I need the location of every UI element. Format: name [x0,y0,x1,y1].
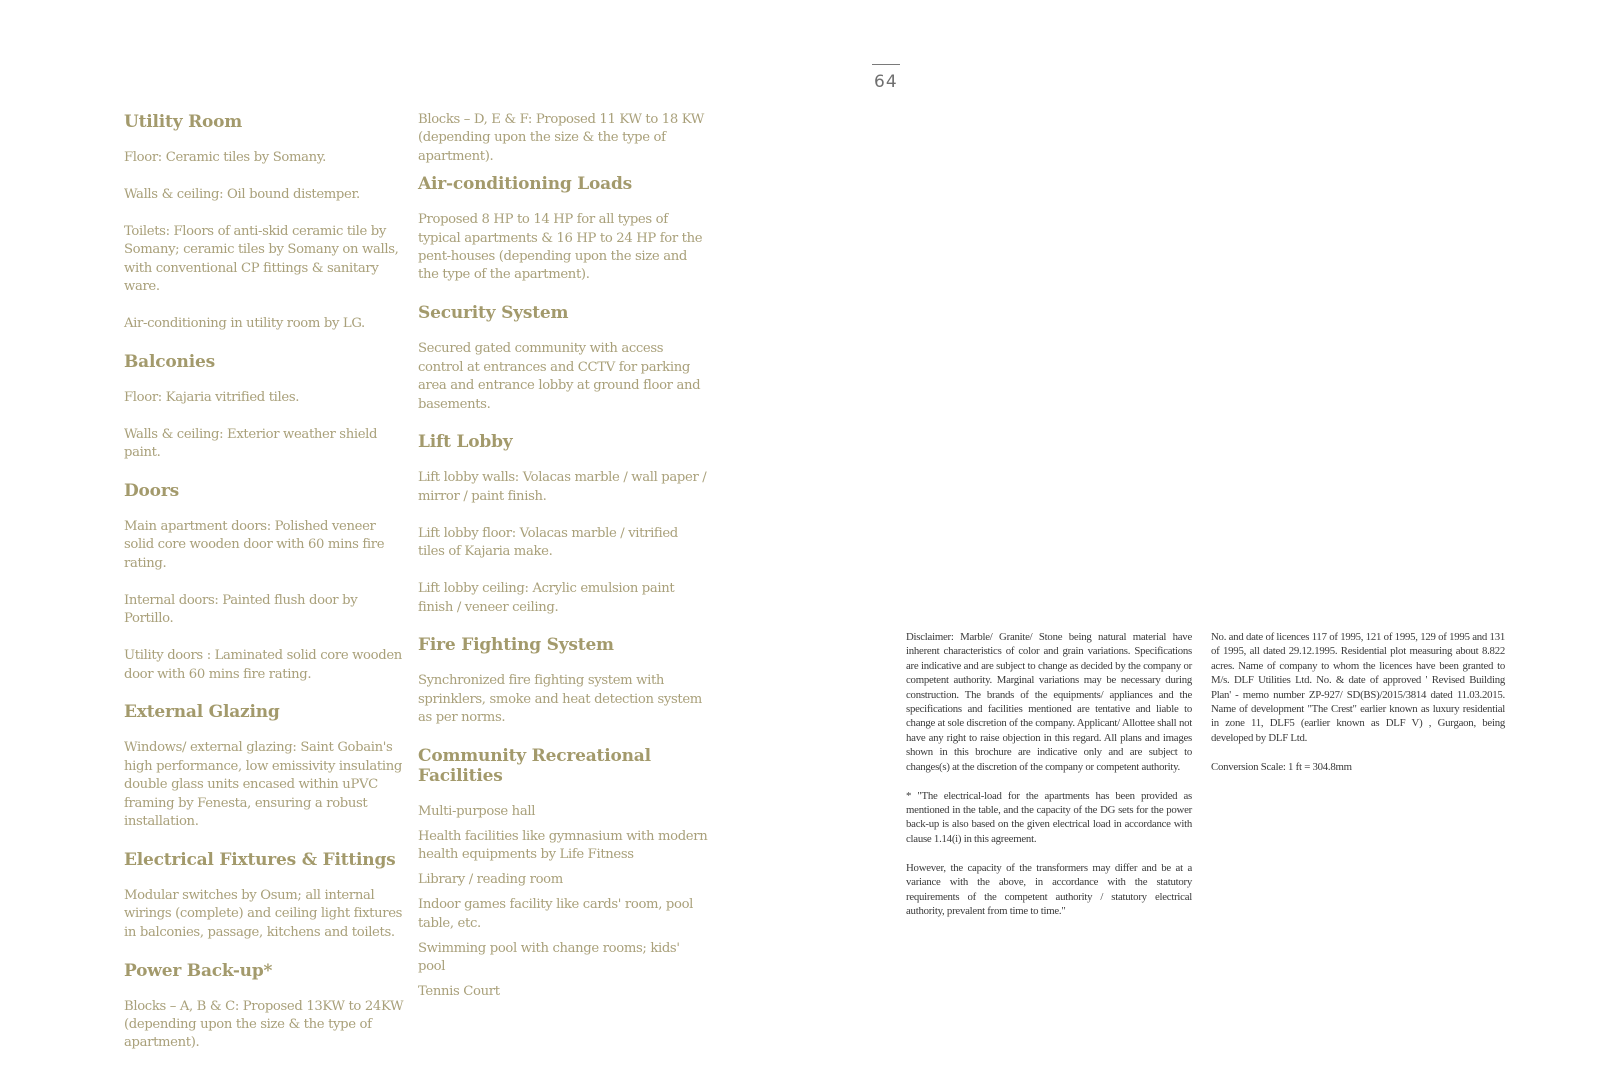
section-external-glazing [124,702,408,831]
section-balconies [124,352,408,463]
spec-text: Windows/ external glazing: Saint Gobain's high performance, low emissivity insulating double glass units encased within uPVC framing by Fenesta, ensuring a robust installation. [124,740,402,830]
section-heading: Air-conditioning Loads [418,174,633,195]
legal-paragraph: However, the capacity of the transformers may differ and be at a variance with the above, in accordance with the statutory requirements of the competent authority / statutory electrical authority, prevalent from time to time." [906,861,1192,917]
section-heading: Utility Room [124,112,243,132]
spec-text: Floor: Ceramic tiles by Somany. [124,150,327,165]
spec-text: Proposed 8 HP to 14 HP for all types of typical apartments & 16 HP to 24 HP for the pent-houses (depending upon the size and the type of the apartment). [418,212,703,283]
spec-text: Secured gated community with access control at entrances and CCTV for parking area and entrance lobby at ground floor and basements. [418,341,701,412]
page-number: 64 [874,72,898,92]
legal-paragraph: Disclaimer: Marble/ Granite/ Stone being natural material have inherent characteristics of color and grain variations. Specifications are indicative and are subject to change as decided by the company or competent authority. Marginal variations may be necessary during construction. The brands of the equipments/ appliances and the specifications and facilities mentioned are tentative and liable to change at sole discretion of the company. Applicant/ Allottee shall not have any right to raise objection in this regard. All plans and images shown in this brochure are indicative only and are subject to changes(s) at the discretion of the company or competent authority. [906,631,1192,773]
spec-text: Floor: Kajaria vitrified tiles. [124,389,300,405]
legal-paragraph: Conversion Scale: 1 ft = 304.8mm [1211,760,1352,773]
spec-text: Air-conditioning in utility room by LG. [124,315,365,331]
spec-column-left [124,112,408,1071]
spec-text: Main apartment doors: Polished veneer solid core wooden door with 60 mins fire rating. [124,519,385,571]
spec-text: Lift lobby walls: Volacas marble / wall paper / mirror / paint finish. [418,470,707,504]
spec-text: Toilets: Floors of anti-skid ceramic tile by Somany; ceramic tiles by Somany on walls, with conventional CP fittings & sanitary ware. [124,223,399,295]
facility-item: Indoor games facility like cards' room, pool table, etc. [418,897,694,931]
disclaimer-column [906,630,1192,933]
spec-text: Walls & ceiling: Oil bound distemper. [124,186,360,202]
section-community-recreational-facilities [418,746,708,1001]
power-backup-continued: Blocks – D, E & F: Proposed 11 KW to 18 KW (depending upon the size & the type of apartment). [418,112,704,164]
section-heading: Electrical Fixtures & Fittings [124,849,396,870]
section-heading: Balconies [124,351,215,372]
section-power-back-up [124,961,408,1053]
legal-paragraph: * "The electrical-load for the apartments has been provided as mentioned in the table, and the capacity of the DG sets for the power back-up is also based on the given electrical load in accordance with clause 1.14(i) in this agreement. [906,789,1192,845]
facility-item: Tennis Court [418,983,500,999]
section-heading: Security System [418,303,569,324]
facility-item: Health facilities like gymnasium with modern health equipments by Life Fitness [418,829,708,863]
spec-text: Blocks – A, B & C: Proposed 13KW to 24KW (depending upon the size & the type of apartment). [124,998,404,1051]
section-utility-room [124,112,408,333]
spec-column-middle [418,111,708,1008]
section-electrical-fixtures-fittings [124,850,408,942]
section-heading: Community Recreational Facilities [418,746,651,787]
section-fire-fighting-system [418,635,708,727]
section-heading: Power Back-up* [124,960,273,981]
spec-text: Walls & ceiling: Exterior weather shield paint. [124,426,378,461]
section-heading: Doors [124,481,179,502]
spec-text: Internal doors: Painted flush door by Portillo. [124,592,358,627]
facility-list [418,803,708,1001]
spec-text: Lift lobby floor: Volacas marble / vitrified tiles of Kajaria make. [418,525,678,560]
section-heading: Fire Fighting System [418,635,614,656]
section-air-conditioning-loads [418,174,708,285]
facility-item: Multi-purpose hall [418,804,536,820]
facility-item: Swimming pool with change rooms; kids' pool [418,940,680,974]
facility-item: Library / reading room [418,872,563,888]
page-number-rule [872,64,900,65]
spec-text: Modular switches by Osum; all internal wirings (complete) and ceiling light fixtures in balconies, passage, kitchens and toilets. [124,887,403,940]
legal-paragraph: No. and date of licences 117 of 1995, 121 of 1995, 129 of 1995 and 131 of 1995, all dated 29.12.1995. Residential plot measuring about 8.822 acres. Name of company to whom the licences have been granted to M/s. DLF Utilities Ltd. No. & date of approved ' Revised Building Plan' - memo number ZP-927/ SD(BS)/2015/3814 dated 11.03.2015. Name of development "The Crest" earlier known as luxury residential in zone 11, DLF5 (earlier known as DLF V) , Gurgaon, being developed by DLF Ltd. [1211,631,1505,744]
licence-details-column [1211,630,1505,789]
section-heading: External Glazing [124,702,280,723]
section-lift-lobby [418,432,708,616]
spec-sections-middle [418,174,708,727]
section-heading: Lift Lobby [418,432,513,453]
spec-text: Utility doors : Laminated solid core wooden door with 60 mins fire rating. [124,648,402,682]
spec-text: Synchronized fire fighting system with sprinklers, smoke and heat detection system as per norms. [418,673,702,726]
section-doors [124,481,408,684]
section-security-system [418,303,708,414]
spec-text: Lift lobby ceiling: Acrylic emulsion paint finish / veneer ceiling. [418,581,675,615]
